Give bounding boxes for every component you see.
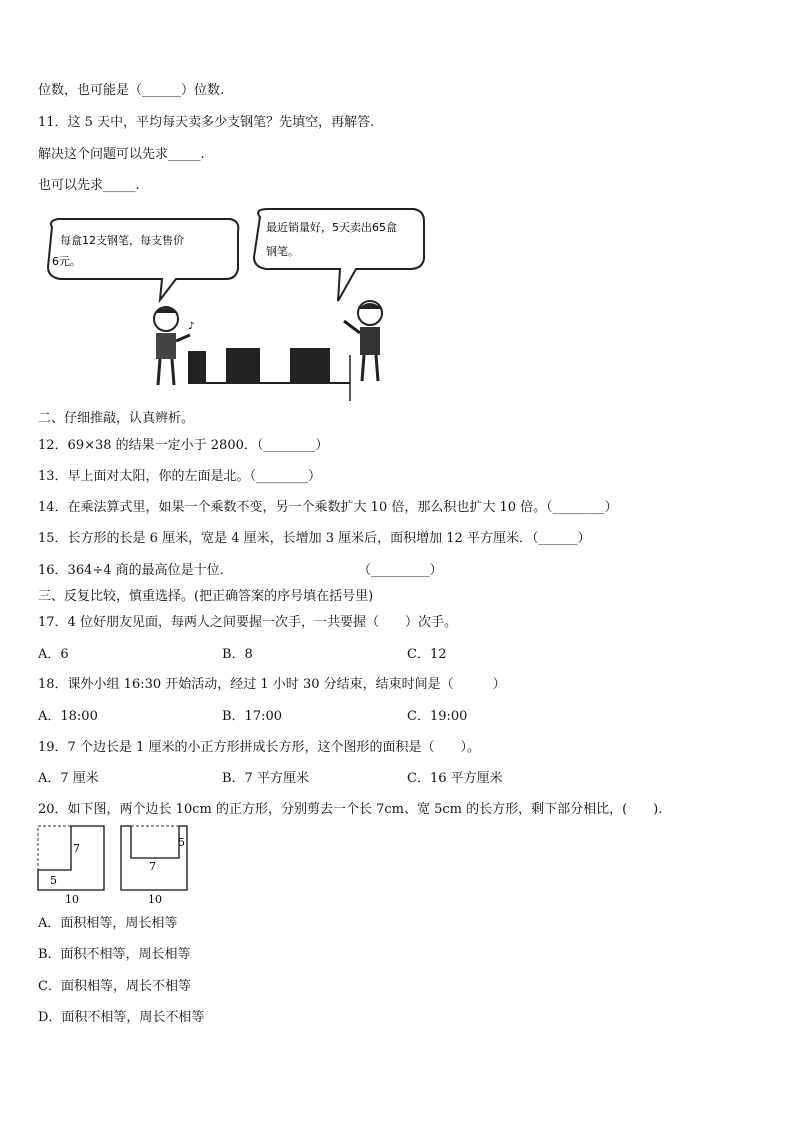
q16-answer-blank: （_________） xyxy=(358,563,443,578)
left-label-seven: 7 xyxy=(73,842,80,855)
q17-option-b: B．8 xyxy=(222,647,253,662)
right-bubble-line-1: 最近销量好，5天卖出65盒 xyxy=(266,221,397,234)
q18-option-c: C．19:00 xyxy=(407,709,468,724)
right-square xyxy=(121,826,187,906)
left-square xyxy=(38,826,104,906)
q20-option-a: A．面积相等，周长相等 xyxy=(38,916,178,931)
left-bubble-line-1: 每盒12支钢笔，每支售价 xyxy=(60,234,184,247)
q20-option-d: D．面积不相等，周长不相等 xyxy=(38,1010,205,1025)
right-label-five: 5 xyxy=(178,836,185,849)
q15: 15．长方形的长是 6 厘米，宽是 4 厘米，长增加 3 厘米后，面积增加 12 平方厘米．（______） xyxy=(38,531,591,546)
q18: 18．课外小组 16:30 开始活动，经过 1 小时 30 分结束，结束时间是（ ） xyxy=(38,677,506,692)
right-label-ten: 10 xyxy=(148,893,162,906)
q11-question: 11．这 5 天中，平均每天卖多少支钢笔？先填空，再解答. xyxy=(38,115,375,130)
q11-blank-2: 也可以先求_____. xyxy=(38,178,140,193)
q17: 17．4 位好朋友见面，每两人之间要握一次手，一共要握（ ）次手。 xyxy=(38,615,457,630)
q16: 16．364÷4 商的最高位是十位． xyxy=(38,563,233,578)
section-two-heading: 二、仔细推敲，认真辨析。 xyxy=(38,411,195,426)
q19-option-b: B．7 平方厘米 xyxy=(222,771,309,786)
q13: 13．早上面对太阳，你的左面是北。（________） xyxy=(38,469,322,484)
q19: 19．7 个边长是 1 厘米的小正方形拼成长方形，这个图形的面积是（ ）。 xyxy=(38,740,480,755)
q18-option-a: A．18:00 xyxy=(38,709,98,724)
q20: 20．如下图，两个边长 10cm 的正方形，分别剪去一个长 7cm、宽 5cm 的长方形，剩下部分相比，( ). xyxy=(38,802,663,817)
svg-text:♪: ♪ xyxy=(188,321,195,332)
right-bubble-line-2: 钢笔。 xyxy=(266,245,299,258)
left-bubble-line-2: 6元。 xyxy=(52,255,81,268)
right-child-figure xyxy=(344,301,382,401)
q10-continuation: 位数，也可能是（______）位数. xyxy=(38,83,225,98)
q19-option-a: A．7 厘米 xyxy=(38,771,99,786)
q14: 14．在乘法算式里，如果一个乘数不变，另一个乘数扩大 10 倍，那么积也扩大 10 倍。（________） xyxy=(38,500,618,515)
q17-option-c: C．12 xyxy=(407,647,447,662)
q11-blank-1: 解决这个问题可以先求_____. xyxy=(38,147,205,162)
q12: 12．69×38 的结果一定小于 2800．（________） xyxy=(38,438,329,453)
q20-option-c: C．面积相等，周长不相等 xyxy=(38,979,191,994)
q20-squares-figure xyxy=(36,824,196,908)
q20-option-b: B．面积不相等，周长相等 xyxy=(38,947,191,962)
left-label-ten: 10 xyxy=(65,893,79,906)
section-three-heading: 三、反复比较，慎重选择。(把正确答案的序号填在括号里) xyxy=(38,589,374,604)
q17-option-a: A．6 xyxy=(38,647,69,662)
pen-boxes xyxy=(188,348,350,383)
pen-sales-illustration xyxy=(38,205,428,405)
q18-option-b: B．17:00 xyxy=(222,709,283,724)
left-label-five: 5 xyxy=(50,874,57,887)
q19-option-c: C．16 平方厘米 xyxy=(407,771,503,786)
right-label-seven: 7 xyxy=(149,860,156,873)
